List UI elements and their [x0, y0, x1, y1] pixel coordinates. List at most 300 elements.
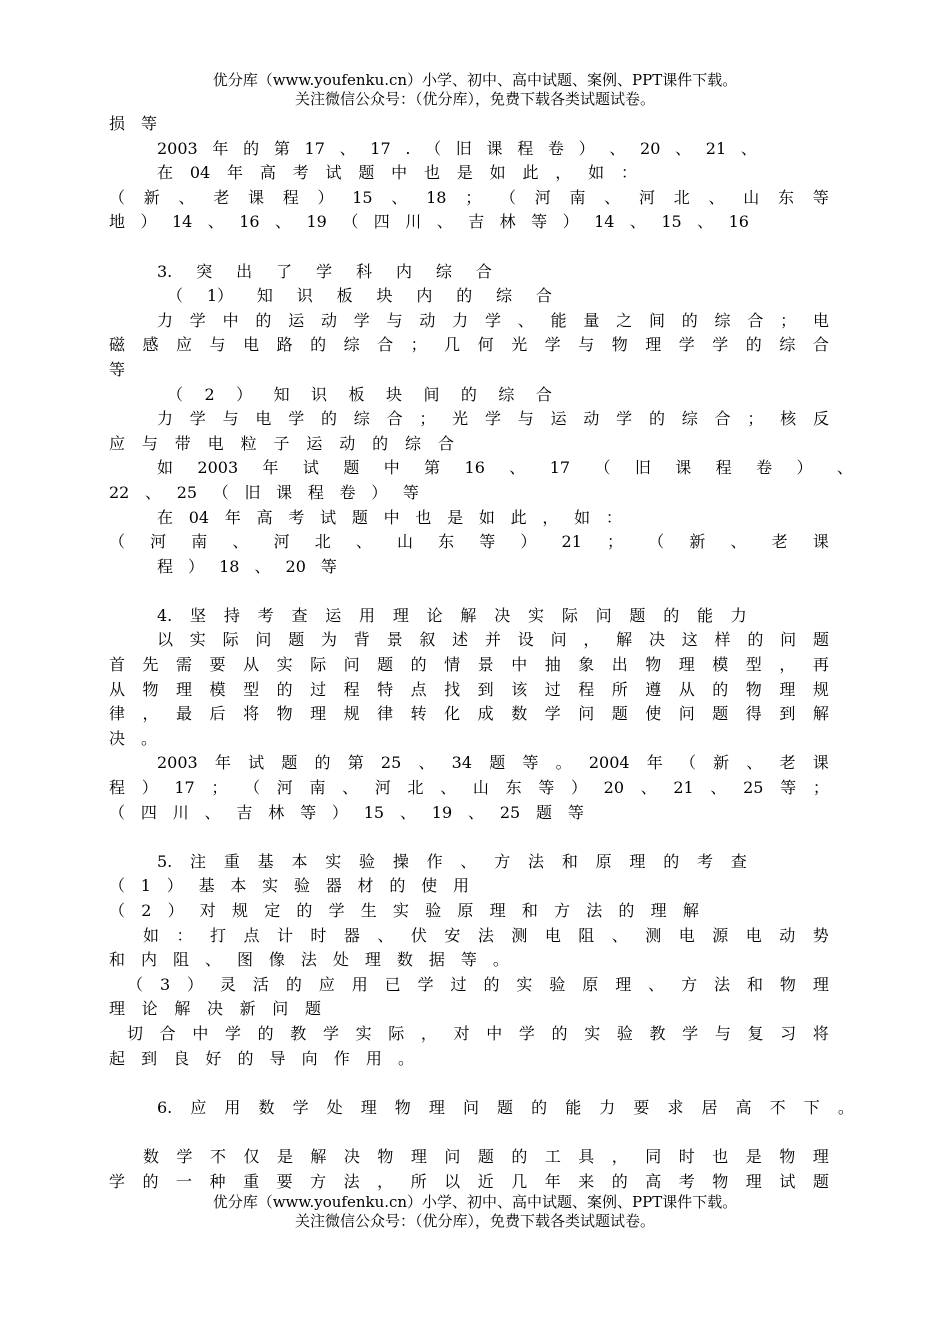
text-token: 几	[444, 335, 461, 355]
text-token: 运	[306, 433, 323, 453]
text-token: 实	[393, 901, 410, 920]
text-token: （	[167, 286, 184, 306]
text-token: 是	[276, 1146, 293, 1166]
text-token: 河	[374, 778, 391, 798]
text-token: 一	[176, 1171, 193, 1191]
text-token: （	[167, 384, 184, 404]
text-token: 如	[478, 507, 495, 527]
text-token: 课	[812, 532, 829, 552]
text-token: 定	[264, 901, 281, 920]
text-token: 老	[771, 532, 788, 552]
text-token: 应	[109, 433, 126, 453]
text-token: 从	[678, 679, 695, 699]
text-token: ：	[176, 925, 193, 945]
text-token: （	[679, 753, 696, 773]
text-token: 16	[464, 458, 485, 478]
text-token: 北	[314, 532, 331, 552]
text-token: 课	[675, 458, 692, 478]
text-token: 应	[176, 335, 193, 355]
text-token: 18	[426, 187, 447, 207]
text-token: 学	[189, 310, 206, 330]
text-token: 处	[332, 950, 349, 970]
text-token: 物	[645, 655, 662, 675]
text-token: 山	[396, 532, 413, 552]
line-text: 等	[109, 359, 126, 379]
text-token: 学	[224, 1023, 241, 1043]
text-token: 仅	[243, 1146, 260, 1166]
text-token: ）	[317, 187, 334, 207]
text-token: 试	[302, 458, 319, 478]
text-token: 的	[747, 630, 764, 650]
document-body	[109, 112, 854, 1194]
text-token: 运	[325, 605, 342, 625]
subheading	[109, 383, 552, 408]
text-token: ）	[166, 876, 183, 896]
text-token: 从	[109, 679, 126, 699]
text-token: ）	[578, 138, 595, 158]
text-token: 、	[648, 974, 665, 994]
text-token: 25	[176, 482, 198, 502]
text-token: 题	[629, 605, 646, 625]
text-token: 等	[780, 778, 797, 798]
text-token: 得	[745, 704, 762, 724]
text-token: 、	[604, 187, 621, 207]
text-token: 四	[373, 212, 390, 232]
text-token: 中	[222, 310, 239, 330]
text-token: 型	[243, 679, 260, 699]
text-token: 程	[715, 458, 732, 478]
text-token: 2003	[157, 138, 198, 158]
text-token: 据	[428, 950, 445, 970]
text-token: 能	[550, 310, 567, 330]
text-token: 际	[222, 630, 239, 650]
text-token: 合	[535, 384, 552, 404]
text-token: 学	[616, 409, 633, 429]
section-heading-4	[109, 604, 747, 629]
text-token: 的	[511, 1146, 528, 1166]
text-token: 如	[157, 458, 174, 478]
text-token: 河	[638, 187, 655, 207]
text-token: 习	[780, 1023, 797, 1043]
text-token: 出	[236, 261, 253, 281]
text-token: 决	[343, 1146, 360, 1166]
text-token: 用	[351, 974, 368, 994]
text-token: 化	[444, 704, 461, 724]
text-token: 伏	[410, 925, 427, 945]
text-token: 这	[681, 630, 698, 650]
text-token: 阻	[578, 925, 595, 945]
text-token: 光	[452, 409, 469, 429]
text-token: 实	[325, 851, 342, 871]
text-token: 灵	[219, 974, 236, 994]
text-token: 中	[486, 1023, 503, 1043]
text-token: 、	[391, 187, 408, 207]
text-token: 学	[712, 335, 729, 355]
text-token: 如	[143, 925, 160, 945]
header-line-1: 优分库（www.youfenku.cn）小学、初中、高中试题、案例、PPT课件下载。	[212, 71, 738, 89]
text-token: 卷	[547, 138, 564, 158]
text-token: 东	[777, 187, 794, 207]
text-token: 内	[395, 261, 412, 281]
text-token: 、	[275, 212, 292, 232]
text-token: 22	[109, 482, 130, 502]
text-token: 带	[174, 433, 191, 453]
text-token: 解	[682, 901, 699, 920]
text-token: 题	[477, 1146, 494, 1166]
text-token: 川	[405, 212, 422, 232]
text-token: 、	[710, 778, 727, 798]
text-token: 试	[779, 1171, 796, 1191]
text-token: 操	[392, 851, 409, 871]
text-token: 板	[348, 384, 365, 404]
text-token: ）	[570, 778, 587, 798]
text-token: 解	[460, 605, 477, 625]
text-token: 合	[437, 433, 454, 453]
text-token: 过	[544, 679, 561, 699]
text-token: 25	[743, 778, 764, 798]
page-header	[0, 71, 950, 109]
text-token: 律	[109, 704, 126, 724]
text-token: 好	[205, 1048, 222, 1068]
text-token: 此	[522, 163, 539, 183]
text-token: 的	[456, 286, 473, 306]
text-token: 作	[333, 1048, 350, 1068]
text-token: 。	[492, 950, 509, 970]
text-token: 的	[310, 335, 327, 355]
text-token: 实	[276, 655, 293, 675]
text-token: 运	[550, 409, 567, 429]
text-token: 理	[176, 679, 193, 699]
text-token: 课	[276, 482, 293, 502]
text-token: 合	[475, 261, 492, 281]
text-token: 21	[705, 138, 727, 158]
text-token: 17	[370, 138, 391, 158]
text-token: 象	[578, 655, 595, 675]
text-token: 高	[259, 163, 276, 183]
text-token: 型	[745, 655, 762, 675]
text-token: 点	[410, 679, 427, 699]
text-line	[109, 530, 829, 555]
text-token: 的	[257, 1023, 274, 1043]
text-token: ）	[371, 482, 388, 502]
text-token: 、	[232, 532, 249, 552]
text-token: 16	[239, 212, 260, 232]
text-token: 综	[498, 384, 515, 404]
text-token: 等	[402, 482, 419, 502]
text-token: 验	[359, 851, 376, 871]
text-token: 也	[415, 507, 432, 527]
text-token: 安	[444, 925, 461, 945]
text-token: 合	[714, 409, 731, 429]
text-token: 能	[697, 605, 714, 625]
text-token: 源	[712, 925, 729, 945]
text-token: 的	[276, 679, 293, 699]
text-token: 数	[258, 1097, 275, 1117]
text-token: 电	[812, 310, 829, 330]
text-token: 持	[223, 605, 240, 625]
text-token: 理	[615, 974, 632, 994]
text-token: 学	[109, 1171, 126, 1191]
text-token: 、	[204, 950, 221, 970]
text-token: 中	[383, 458, 400, 478]
text-token: 东	[505, 778, 522, 798]
text-token: 使	[645, 704, 662, 724]
text-token: 等	[538, 778, 555, 798]
text-token: 林	[499, 212, 516, 232]
line-text: 决 。	[109, 728, 158, 748]
text-token: 复	[747, 1023, 764, 1043]
text-token: 科	[356, 261, 373, 281]
text-token: 2003	[197, 458, 239, 478]
text-token: 同	[645, 1146, 662, 1166]
text-line	[109, 555, 337, 580]
text-token: 测	[511, 925, 528, 945]
text-token: 学	[678, 335, 695, 355]
text-line	[109, 1145, 829, 1170]
text-token: （	[342, 212, 359, 232]
text-line	[109, 432, 454, 457]
text-token: 理	[645, 335, 662, 355]
text-token: 旧	[634, 458, 651, 478]
text-token: 学	[292, 1097, 309, 1117]
text-token: 实	[528, 605, 545, 625]
text-token: 理	[779, 679, 796, 699]
text-token: 、	[204, 802, 221, 822]
text-token: 年	[227, 163, 244, 183]
text-token: 以	[444, 1171, 461, 1191]
text-token: 原	[457, 901, 474, 920]
text-token: 实	[584, 1023, 601, 1043]
text-token: 过	[450, 974, 467, 994]
text-token: ；	[780, 310, 797, 330]
text-line	[109, 161, 637, 186]
text-token: 重	[223, 851, 240, 871]
text-line	[109, 333, 829, 358]
text-token: 验	[293, 876, 310, 896]
text-token: ）	[236, 384, 253, 404]
text-token: 04	[188, 507, 210, 527]
text-token: 理	[392, 605, 409, 625]
text-token: 感	[142, 335, 159, 355]
text-token: 题	[343, 458, 360, 478]
text-token: 良	[173, 1048, 190, 1068]
text-token: ；	[607, 532, 624, 552]
text-token: 程	[517, 138, 534, 158]
text-token: 考	[292, 163, 309, 183]
text-token: 成	[477, 704, 494, 724]
text-token: 量	[583, 310, 600, 330]
text-token: 、	[730, 532, 747, 552]
text-token: 方	[494, 851, 511, 871]
text-token: 5.	[157, 851, 173, 871]
text-token: 对	[199, 901, 216, 920]
text-token: 动	[779, 925, 796, 945]
text-token: 数	[143, 1146, 160, 1166]
text-token: （	[594, 458, 611, 478]
text-token: 情	[444, 655, 461, 675]
text-token: 的	[255, 310, 272, 330]
text-token: 题	[288, 630, 305, 650]
text-token: 动	[339, 433, 356, 453]
text-token: 理	[745, 1171, 762, 1191]
text-token: 年	[214, 753, 231, 773]
text-token: 转	[410, 704, 427, 724]
text-token: 。	[837, 1097, 854, 1117]
text-token: 运	[288, 310, 305, 330]
text-token: 学	[484, 310, 501, 330]
text-token: ，	[555, 163, 572, 183]
text-token: 综	[343, 335, 360, 355]
text-token: 学	[316, 261, 333, 281]
text-line	[109, 678, 829, 703]
text-token: 法	[343, 1171, 360, 1191]
text-token: 景	[386, 630, 403, 650]
text-token: 不	[209, 1146, 226, 1166]
text-token: 阻	[172, 950, 189, 970]
text-token: 将	[243, 704, 260, 724]
text-token: 34	[451, 753, 473, 773]
text-token: 实	[516, 974, 533, 994]
text-token: 原	[595, 851, 612, 871]
text-line	[109, 997, 321, 1022]
text-token: 背	[353, 630, 370, 650]
text-token: 综	[405, 433, 422, 453]
text-token: 17	[549, 458, 571, 478]
text-token: 点	[243, 925, 260, 945]
text-token: 原	[582, 974, 599, 994]
text-token: 是	[745, 1146, 762, 1166]
text-token: ；	[465, 187, 482, 207]
text-token: 后	[209, 704, 226, 724]
text-token: 问	[678, 704, 695, 724]
text-token: （	[127, 974, 144, 994]
text-token: 、	[178, 187, 195, 207]
text-token: 知	[273, 384, 290, 404]
text-token: 律	[377, 704, 394, 724]
text-token: 应	[190, 1097, 207, 1117]
text-token: 中	[383, 507, 400, 527]
text-token: 在	[157, 507, 174, 527]
text-token: 反	[812, 409, 829, 429]
text-token: 25	[499, 802, 521, 822]
text-token: 是	[456, 163, 473, 183]
text-token: 题	[489, 753, 506, 773]
text-token: 际	[388, 1023, 405, 1043]
text-token: 学	[518, 1023, 535, 1043]
text-token: 实	[189, 630, 206, 650]
text-token: 验	[616, 1023, 633, 1043]
text-token: 与	[578, 335, 595, 355]
text-token: 要	[209, 655, 226, 675]
text-token: 求	[667, 1097, 684, 1117]
text-token: 21	[561, 532, 582, 552]
text-token: 居	[701, 1097, 718, 1117]
text-token: （	[499, 187, 516, 207]
text-token: ；	[211, 778, 228, 798]
text-token: 、	[377, 925, 394, 945]
text-token: 程	[307, 482, 324, 502]
text-token: 问	[272, 999, 289, 1019]
text-token: 遵	[645, 679, 662, 699]
text-token: 理	[364, 950, 381, 970]
text-token: 综	[714, 310, 731, 330]
text-token: 能	[565, 1097, 582, 1117]
text-token: 与	[517, 409, 534, 429]
text-token: 处	[326, 1097, 343, 1117]
text-token: 力	[157, 409, 174, 429]
text-token: 合	[377, 335, 394, 355]
text-line	[109, 751, 829, 776]
text-token: 18	[219, 556, 240, 576]
text-line	[109, 727, 829, 752]
text-token: 新	[239, 999, 256, 1019]
text-token: 教	[290, 1023, 307, 1043]
text-token: 14	[594, 212, 615, 232]
header-line-2: 关注微信公众号：（优分库），免费下载各类试题试卷。	[294, 90, 655, 108]
text-token: 决	[494, 605, 511, 625]
text-token: 应	[318, 974, 335, 994]
text-line	[109, 481, 419, 506]
text-line	[109, 112, 829, 137]
text-token: 和	[561, 851, 578, 871]
text-token: ；	[410, 335, 427, 355]
text-token: 重	[243, 1171, 260, 1191]
text-token: （	[109, 901, 126, 920]
text-token: 再	[812, 655, 829, 675]
text-token: 林	[268, 802, 285, 822]
text-token: 、	[460, 851, 477, 871]
text-token: 4.	[157, 605, 173, 625]
text-token: 法	[300, 950, 317, 970]
text-token: 问	[780, 630, 797, 650]
text-token: 17	[174, 778, 195, 798]
text-token: 是	[447, 507, 464, 527]
text-token: 河	[273, 532, 290, 552]
text-token: 解	[812, 704, 829, 724]
text-token: 间	[648, 310, 665, 330]
subheading	[109, 284, 552, 309]
text-token: 从	[243, 655, 260, 675]
text-token: 题	[611, 704, 628, 724]
text-token: 、	[746, 753, 763, 773]
text-token: 力	[599, 1097, 616, 1117]
text-token: 何	[477, 335, 494, 355]
text-token: （	[212, 482, 229, 502]
text-token: 学	[484, 409, 501, 429]
text-token: 到	[141, 1048, 158, 1068]
text-token: 第	[273, 138, 290, 158]
text-token: 综	[435, 261, 452, 281]
text-token: ，	[583, 630, 600, 650]
text-token: 等	[479, 532, 496, 552]
text-token: 20	[640, 138, 661, 158]
text-line	[109, 653, 829, 678]
text-token: 综	[353, 409, 370, 429]
text-token: 图	[236, 950, 253, 970]
text-token: 突	[196, 261, 213, 281]
text-token: 解	[310, 1146, 327, 1166]
text-token: 21	[673, 778, 694, 798]
text-token: 的	[389, 876, 406, 896]
text-token: 3.	[157, 261, 173, 281]
text-token: 数	[511, 704, 528, 724]
text-token: 题	[536, 802, 553, 822]
text-token: 的	[618, 901, 635, 920]
text-line	[109, 186, 829, 211]
text-token: 四	[140, 802, 157, 822]
text-token: 1）	[206, 286, 234, 306]
text-token: 东	[438, 532, 455, 552]
